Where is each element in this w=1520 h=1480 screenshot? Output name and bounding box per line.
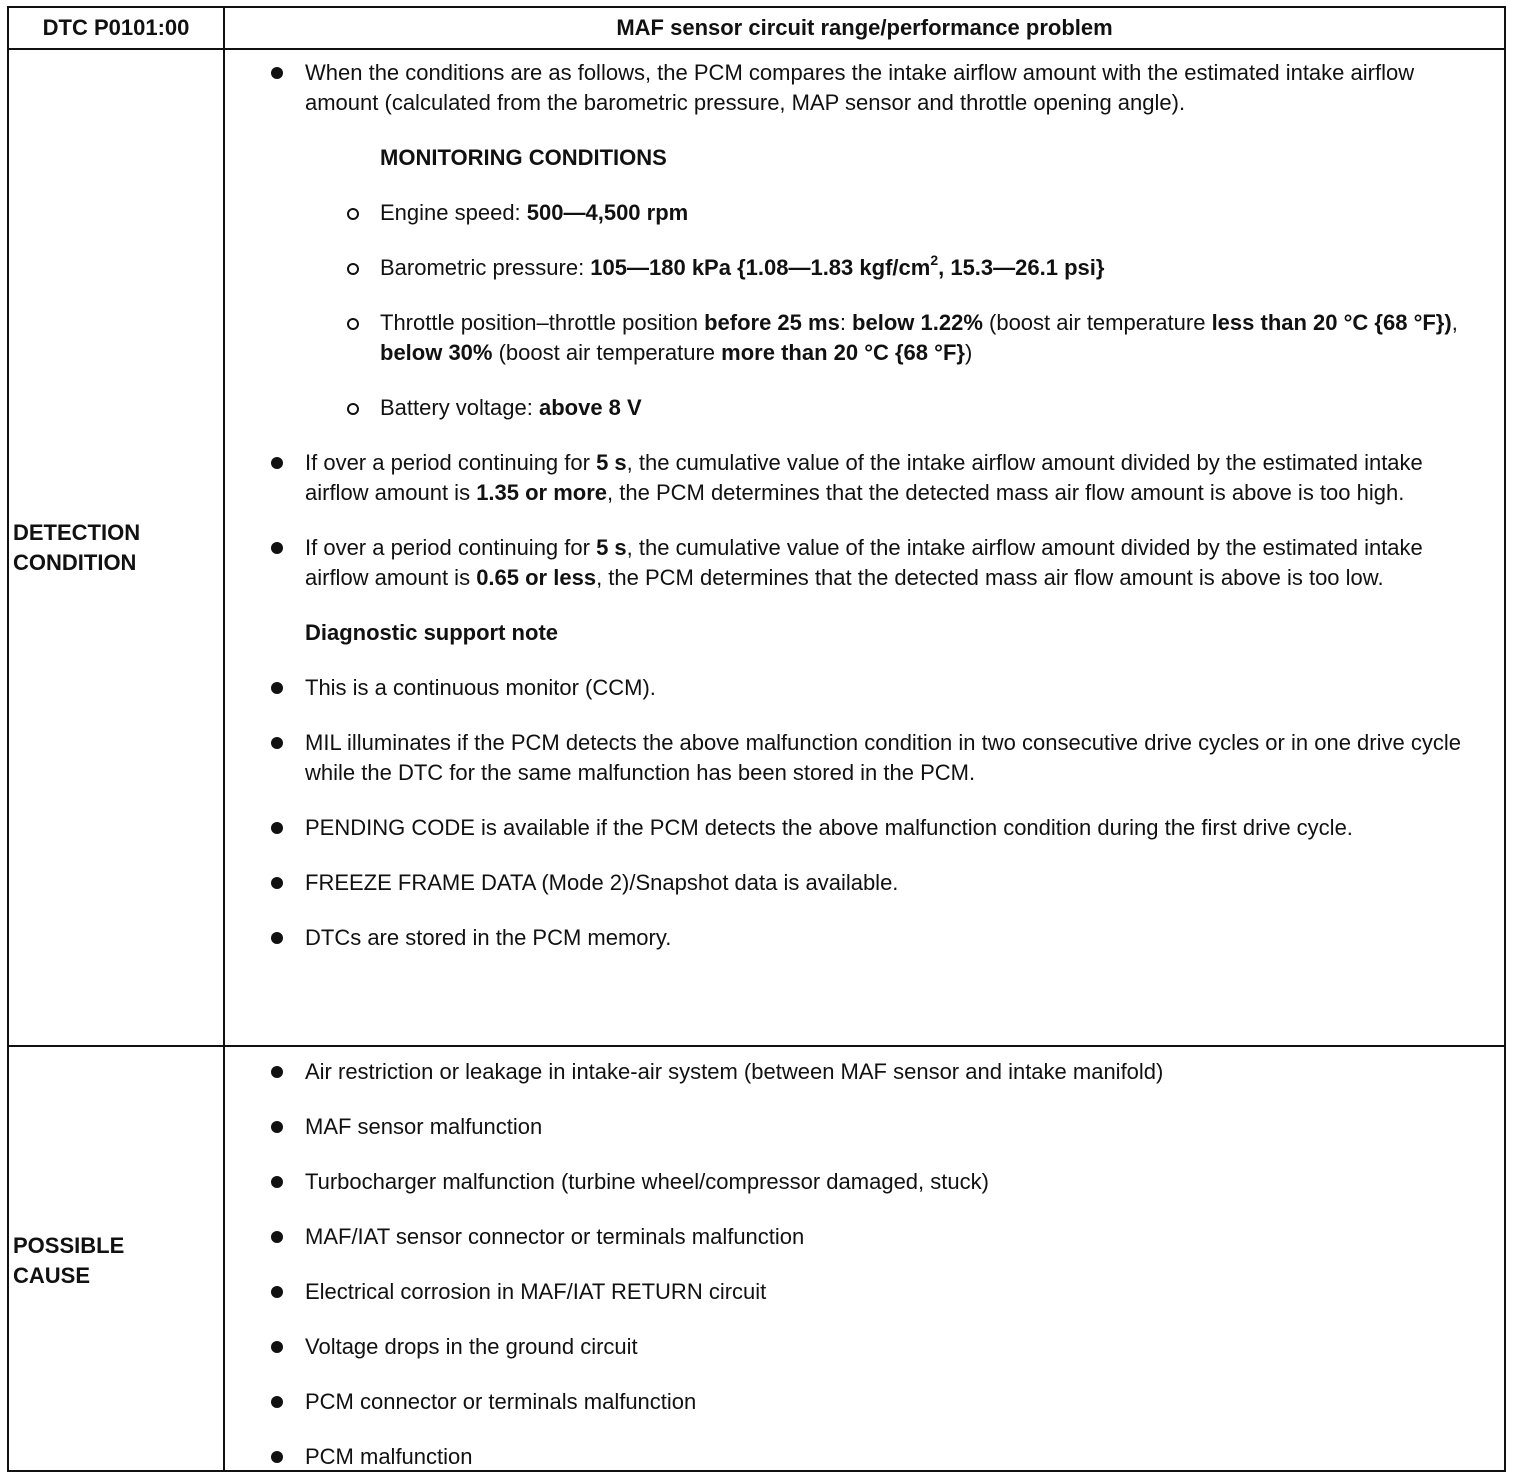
too-high-condition: If over a period continuing for 5 s, the cumulative value of the intake airflow amount divided by the estimated intake airflow amount is 1.35 or more, the PCM determines that the detected mass air flow amount is above is too high. bbox=[225, 448, 1504, 508]
bullet-icon bbox=[271, 877, 283, 889]
cause-item: Turbocharger malfunction (turbine wheel/compressor damaged, stuck) bbox=[225, 1167, 1504, 1197]
bullet-icon bbox=[271, 932, 283, 944]
cause-item: PCM connector or terminals malfunction bbox=[225, 1387, 1504, 1417]
header-divider bbox=[9, 48, 1504, 50]
circle-bullet-icon bbox=[347, 403, 359, 415]
bullet-icon bbox=[271, 1396, 283, 1408]
bullet-icon bbox=[271, 1231, 283, 1243]
bullet-icon bbox=[271, 1121, 283, 1133]
row-divider bbox=[9, 1045, 1504, 1047]
bullet-icon bbox=[271, 542, 283, 554]
note-item: This is a continuous monitor (CCM). bbox=[225, 673, 1504, 703]
diagnostic-support-title: Diagnostic support note bbox=[305, 620, 558, 645]
cause-item: Voltage drops in the ground circuit bbox=[225, 1332, 1504, 1362]
bullet-icon bbox=[271, 1451, 283, 1463]
cause-item: Air restriction or leakage in intake-air system (between MAF sensor and intake manifold) bbox=[225, 1057, 1504, 1087]
circle-bullet-icon bbox=[347, 263, 359, 275]
note-item: DTCs are stored in the PCM memory. bbox=[225, 923, 1504, 953]
possible-cause-content bbox=[225, 1057, 1504, 1472]
possible-cause-label: POSSIBLE CAUSE bbox=[13, 1233, 125, 1288]
bullet-icon bbox=[271, 67, 283, 79]
note-item: MIL illuminates if the PCM detects the above malfunction condition in two consecutive drive cycles or in one drive cycle while the DTC for the same malfunction has been stored in the PCM. bbox=[225, 728, 1504, 788]
monitoring-conditions-title: MONITORING CONDITIONS bbox=[380, 145, 667, 170]
note-item: PENDING CODE is available if the PCM detects the above malfunction condition during the first drive cycle. bbox=[225, 813, 1504, 843]
detection-intro: When the conditions are as follows, the PCM compares the intake airflow amount with the estimated intake airflow amount (calculated from the barometric pressure, MAP sensor and throttle opening angle). bbox=[225, 58, 1504, 118]
battery-voltage-condition: Battery voltage: above 8 V bbox=[225, 393, 1504, 423]
cause-item: MAF sensor malfunction bbox=[225, 1112, 1504, 1142]
bullet-icon bbox=[271, 1286, 283, 1298]
bullet-icon bbox=[271, 1066, 283, 1078]
throttle-position-condition: Throttle position–throttle position before 25 ms: below 1.22% (boost air temperature less than 20 °C {68 °F}), below 30% (boost air temperature more than 20 °C {68 °F}) bbox=[225, 308, 1504, 368]
circle-bullet-icon bbox=[347, 208, 359, 220]
cause-item: MAF/IAT sensor connector or terminals malfunction bbox=[225, 1222, 1504, 1252]
bullet-icon bbox=[271, 737, 283, 749]
barometric-pressure-condition: Barometric pressure: 105—180 kPa {1.08—1.83 kgf/$cm^2$, 15.3—26.1 psi} bbox=[225, 253, 1504, 283]
dtc-title: MAF sensor circuit range/performance problem bbox=[616, 15, 1113, 40]
bullet-icon bbox=[271, 682, 283, 694]
too-low-condition: If over a period continuing for 5 s, the cumulative value of the intake airflow amount divided by the estimated intake airflow amount is 0.65 or less, the PCM determines that the detected mass air flow amount is above is too low. bbox=[225, 533, 1504, 593]
cause-item: PCM malfunction bbox=[225, 1442, 1504, 1472]
dtc-table bbox=[7, 6, 1506, 1472]
engine-speed-condition: Engine speed: 500—4,500 rpm bbox=[225, 198, 1504, 228]
cause-item: Electrical corrosion in MAF/IAT RETURN circuit bbox=[225, 1277, 1504, 1307]
bullet-icon bbox=[271, 1176, 283, 1188]
circle-bullet-icon bbox=[347, 318, 359, 330]
bullet-icon bbox=[271, 1341, 283, 1353]
note-item: FREEZE FRAME DATA (Mode 2)/Snapshot data is available. bbox=[225, 868, 1504, 898]
bullet-icon bbox=[271, 457, 283, 469]
detection-condition-label: DETECTION CONDITION bbox=[13, 520, 141, 575]
dtc-code: DTC P0101:00 bbox=[42, 15, 190, 40]
detection-condition-content bbox=[225, 58, 1504, 953]
bullet-icon bbox=[271, 822, 283, 834]
